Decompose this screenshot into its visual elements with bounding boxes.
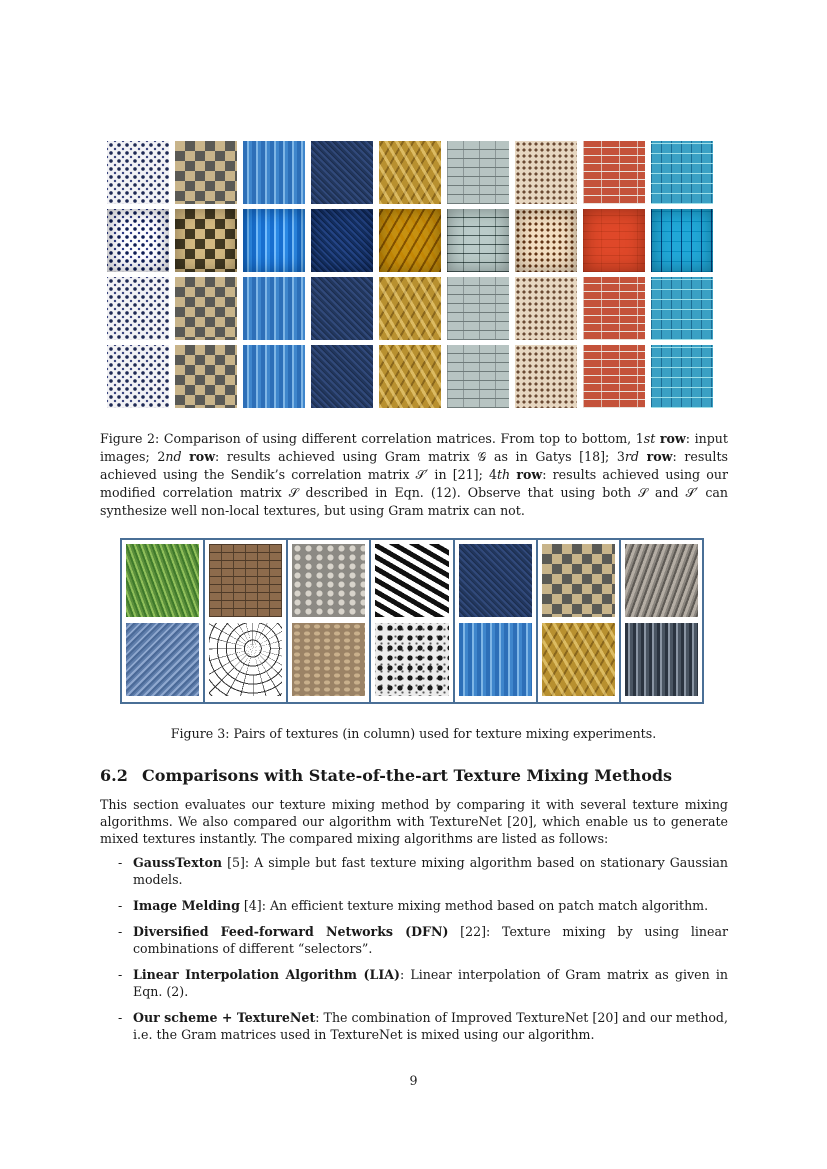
method-item [118, 923, 728, 957]
caption-text: : input images; 2 [100, 431, 728, 464]
section-intro-paragraph: This section evaluates our texture mixing method by comparing it with several texture mixing algorithms. We also compared our algorithm with TextureNet [20], which enable us to generate mixed textures instantly. The compared mixing algorithms are listed as follows: [100, 797, 728, 846]
texture-image [515, 209, 577, 272]
texture-image [292, 544, 365, 617]
texture-image [447, 209, 509, 272]
texture-image [175, 209, 237, 272]
texture-image [311, 209, 373, 272]
texture-image [311, 141, 373, 204]
texture-pair-column-7 [621, 540, 702, 702]
texture-image [175, 277, 237, 340]
figure-2-row-3 [107, 277, 713, 340]
method-name: Our scheme + TextureNet [133, 1010, 316, 1025]
caption-ordinal: rd [624, 449, 639, 464]
method-description: : The combination of Improved TextureNet [20] and our method, i.e. the Gram matrices used in TextureNet is mixed using our algorithm. [133, 1010, 728, 1042]
texture-pair-column-5 [455, 540, 538, 702]
texture-image [583, 277, 645, 340]
texture-image [625, 544, 698, 617]
texture-pair-column-3 [288, 540, 371, 702]
texture-image [209, 544, 282, 617]
texture-image [515, 277, 577, 340]
caption-text: : results achieved using our modified correlation matrix 𝒮 described in Eqn. (12). Observe that using both 𝒮 and 𝒮′ can synthesize well non-local textures, but using Gram matrix can not. [100, 467, 728, 518]
texture-image [583, 345, 645, 408]
texture-image [542, 623, 615, 696]
texture-image [209, 623, 282, 696]
texture-image [107, 209, 169, 272]
texture-image [243, 277, 305, 340]
texture-image [243, 345, 305, 408]
texture-image [459, 544, 532, 617]
texture-image [375, 544, 448, 617]
figure-3-caption: Figure 3: Pairs of textures (in column) used for texture mixing experiments. [170, 726, 657, 741]
figure-2-row-2 [107, 209, 713, 272]
texture-image [447, 345, 509, 408]
texture-image [375, 623, 448, 696]
texture-image [651, 141, 713, 204]
caption-text: : results achieved using Gram matrix 𝒢 as in Gatys [18]; 3 [215, 449, 625, 464]
texture-image [175, 345, 237, 408]
texture-image [107, 277, 169, 340]
texture-pair-column-1 [122, 540, 205, 702]
method-item [118, 966, 728, 1000]
texture-image [292, 623, 365, 696]
texture-pair-column-4 [371, 540, 454, 702]
method-description: : Linear interpolation of Gram matrix as given in Eqn. (2). [133, 967, 728, 999]
caption-ordinal: st [643, 431, 656, 446]
section-number: 6.2 [100, 766, 128, 785]
section-title: Comparisons with State-of-the-art Texture Mixing Methods [142, 766, 673, 785]
texture-image [515, 141, 577, 204]
method-description: [5]: A simple but fast texture mixing algorithm based on stationary Gaussian models. [133, 855, 728, 887]
caption-text: : results achieved using the Sendik’s correlation matrix 𝒮′ in [21]; 4 [100, 449, 728, 482]
texture-image [175, 141, 237, 204]
texture-pair-column-6 [538, 540, 621, 702]
texture-image [447, 277, 509, 340]
section-heading [100, 766, 672, 785]
texture-image [126, 623, 199, 696]
method-name: Linear Interpolation Algorithm (LIA) [133, 967, 400, 982]
texture-image [651, 277, 713, 340]
caption-bold-row: row [646, 449, 673, 464]
caption-bold-row: row [516, 467, 543, 482]
texture-image [459, 623, 532, 696]
texture-image [107, 345, 169, 408]
method-item [118, 854, 728, 888]
texture-image [311, 345, 373, 408]
caption-bold-row: row [189, 449, 216, 464]
texture-image [379, 141, 441, 204]
texture-image [243, 209, 305, 272]
texture-pair-column-2 [205, 540, 288, 702]
method-name: GaussTexton [133, 855, 223, 870]
figure-3-texture-pairs [120, 538, 704, 704]
texture-image [651, 209, 713, 272]
caption-ordinal: nd [165, 449, 182, 464]
method-name: Image Melding [133, 898, 240, 913]
method-description: [4]: An efficient texture mixing method based on patch match algorithm. [239, 898, 709, 913]
methods-list [118, 854, 728, 1052]
figure-2-caption [100, 430, 728, 520]
texture-image [583, 141, 645, 204]
texture-image [311, 277, 373, 340]
texture-image [625, 623, 698, 696]
method-item [118, 897, 728, 914]
method-name: Diversified Feed-forward Networks (DFN) [133, 924, 449, 939]
texture-image [379, 209, 441, 272]
texture-image [447, 141, 509, 204]
figure-2-texture-grid [107, 141, 713, 413]
figure-2-row-1 [107, 141, 713, 204]
method-item [118, 1009, 728, 1043]
texture-image [651, 345, 713, 408]
caption-bold-row: row [659, 431, 686, 446]
texture-image [126, 544, 199, 617]
texture-image [243, 141, 305, 204]
texture-image [542, 544, 615, 617]
texture-image [379, 277, 441, 340]
texture-image [379, 345, 441, 408]
caption-text: Figure 2: Comparison of using different correlation matrices. From top to bottom, 1 [100, 431, 644, 446]
page-number: 9 [409, 1073, 418, 1088]
texture-image [583, 209, 645, 272]
texture-image [515, 345, 577, 408]
figure-2-row-4 [107, 345, 713, 408]
method-description: [22]: Texture mixing by using linear combinations of different “selectors”. [133, 924, 729, 956]
texture-image [107, 141, 169, 204]
caption-ordinal: th [497, 467, 511, 482]
